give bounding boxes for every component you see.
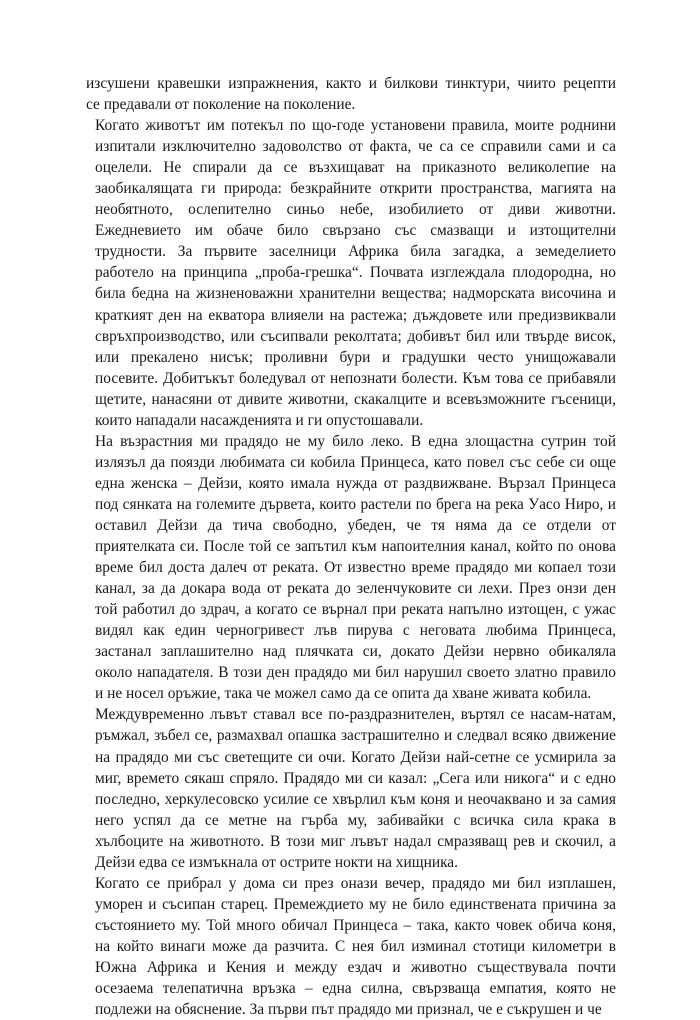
text-line: изсушени кравешки изпражнения, както и билкови тинктури, чиито рецепти xyxy=(86,75,616,92)
text-line: или прекалено нисък; проливни бури и градушки често унищожавали xyxy=(95,348,616,366)
text-line: оставил Дейзи да тича свободно, убеден, че тя няма да се отдели от xyxy=(95,516,616,534)
text-line: Междувременно лъвът ставал все по-раздразнителен, въртял се насам-натам, xyxy=(95,706,616,724)
text-line: време бил доста далеч от реката. От известно време прадядо ми копаел този xyxy=(95,559,616,577)
text-line: осезаема телепатична връзка – една силна, свързваща емпатия, която не xyxy=(95,980,616,998)
text-line: видял как един черногривест лъв пирува с неговата любима Принцеса, xyxy=(95,622,616,640)
text-line: изпитали изключително задоволство от факта, че са се справили сами и са xyxy=(95,138,616,156)
text-line: била бедна на жизненоважни хранителни вещества; надморската височина и xyxy=(95,285,616,303)
text-line: свръхпроизводство, или съсипвали реколтата; добивът бил или твърде висок, xyxy=(95,327,616,345)
paragraph xyxy=(86,431,616,705)
text-line: работело на принципа „проба-грешка“. Почвата изглеждала плодородна, но xyxy=(95,264,616,282)
text-line: необятното, ослепително синьо небе, изобилието от диви животни. xyxy=(95,201,616,219)
text-line: щетите, нанасяни от дивите животни, скакалците и всевъзможните гъсеници, xyxy=(95,390,616,408)
text-line: подлежи на обяснение. За първи път прадядо ми признал, че е съкрушен и че xyxy=(95,1001,602,1019)
text-line: миг, времето сякаш спряло. Прадядо ми си казал: „Сега или никога“ и с едно xyxy=(95,769,616,787)
text-line: под сянката на големите дървета, които растели по брега на река Уасо Ниро, и xyxy=(95,495,616,513)
text-line: и не носел оръжие, така че можел само да се опита да хване живата кобила. xyxy=(95,685,592,703)
text-line: една женска – Дейзи, която имала нужда от раздвижване. Вързал Принцеса xyxy=(95,474,616,492)
body-text xyxy=(86,73,616,1020)
paragraph xyxy=(86,115,616,431)
text-line: Когато животът им потекъл по що-годе установени правила, моите роднини xyxy=(95,117,616,135)
text-line: които нападали насажденията и ги опустошавали. xyxy=(95,411,424,429)
text-line: Южна Африка и Кения и между ездач и животно съществувала почти xyxy=(95,958,616,976)
text-line: хълбоците на животното. В този миг лъвът надал смразяващ рев и скочил, а xyxy=(95,832,616,850)
text-line: излязъл да поязди любимата си кобила Принцеса, като повел със себе си още xyxy=(95,453,616,471)
text-line: оцелели. Не спирали да се възхищават на приказното великолепие на xyxy=(95,159,616,177)
text-line: Дейзи едва се измъкнала от острите нокти на хищника. xyxy=(95,853,458,871)
paragraph xyxy=(86,873,616,1020)
text-line: на който винаги може да разчита. С нея бил изминал стотици километри в xyxy=(95,937,616,955)
text-line: него успял да се метне на гърба му, забивайки с всичка сила крака в xyxy=(95,811,616,829)
paragraph xyxy=(86,73,616,115)
text-line: последно, херкулесовско усилие се хвърлил към коня и неочаквано и за самия xyxy=(95,790,616,808)
text-line: около нападателя. В този ден прадядо ми бил нарушил своето златно правило xyxy=(95,664,616,682)
text-line: се предавали от поколение на поколение. xyxy=(86,96,356,114)
text-line: уморен и съсипан старец. Премеждието му не било единствената причина за xyxy=(95,895,616,913)
text-line: заобикалящата ги природа: безкрайните открити пространства, магията на xyxy=(95,180,616,198)
text-line: ръмжал, зъбел се, размахвал опашка застрашително и следвал всяко движение xyxy=(95,727,616,745)
text-line: краткият ден на екватора влияели на растежа; дъждовете или предизвиквали xyxy=(95,306,616,324)
text-line: той работил до здрач, а когато се върнал при реката напълно изтощен, с ужас xyxy=(95,601,616,619)
text-line: състоянието му. Той много обичал Принцеса – така, както човек обича коня, xyxy=(95,916,616,934)
text-line: застанал заплашително над плячката си, докато Дейзи нервно обикаляла xyxy=(95,643,616,661)
text-line: трудности. За първите заселници Африка била загадка, а земеделието xyxy=(95,243,616,261)
text-line: посевите. Добитъкът боледувал от непознати болести. Към това се прибавяли xyxy=(95,369,616,387)
text-line: приятелката си. После той се запътил към напоителния канал, който по онова xyxy=(95,538,616,556)
text-line: Когато се прибрал у дома си през онази вечер, прадядо ми бил изплашен, xyxy=(95,874,616,892)
text-line: на прадядо ми със светещите си очи. Когато Дейзи най-сетне се усмирила за xyxy=(95,748,616,766)
text-line: Ежедневието им обаче било свързано със смазващи и изтощителни xyxy=(95,222,616,240)
paragraph xyxy=(86,704,616,872)
text-line: На възрастния ми прадядо не му било леко. В една злощастна сутрин той xyxy=(95,432,616,450)
text-line: канал, за да докара вода от реката до зеленчуковите си лехи. През онзи ден xyxy=(95,580,616,598)
